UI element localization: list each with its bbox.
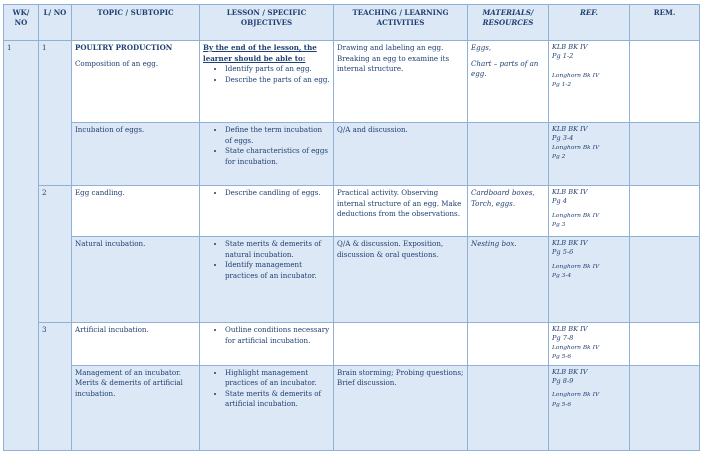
ref-main-page: Pg 1-2 [552,52,574,61]
ref-main-book: KLB BK IV [552,239,588,247]
header-row [4,5,700,41]
objectives-cell [200,186,334,237]
objectives-intro: By the end of the lesson, the learner should be able to: [203,43,317,63]
ref-cell [549,365,630,450]
ref-cell [549,41,630,123]
remarks-cell [630,365,700,450]
ref-main-book: KLB BK IV [552,43,588,51]
header-materials: MATERIALS/ RESOURCES [468,5,549,41]
material-item: Chart – parts of an egg. [471,58,539,79]
objective-item: • Define the term incubation of eggs. [225,125,330,146]
header-wk: WK/ NO [4,5,39,41]
topic-title: POULTRY PRODUCTION [75,43,173,52]
ref-cell [549,186,630,237]
materials-cell [468,123,549,186]
ref-alt-page: Pg 3 [552,222,566,229]
ref-alt-book: Longhorn Bk IV [552,392,600,399]
remarks-cell [630,323,700,366]
lesson-number: 2 [39,186,72,323]
objectives-cell [200,41,334,123]
ref-alt-book: Longhorn Bk IV [552,212,600,219]
ref-alt-book: Longhorn Bk IV [552,144,600,151]
activities-cell: Drawing and labeling an egg. Breaking an egg to examine its internal structure. [334,41,468,123]
header-topic: TOPIC / SUBTOPIC [72,5,200,41]
objective-item: • State merits & demerits of natural incubation. [225,239,330,260]
ref-main-page: Pg 5-6 [552,248,574,257]
ref-cell [549,123,630,186]
objectives-cell [200,323,334,366]
materials-cell [468,323,549,366]
objective-item: • Describe the parts of an egg. [225,75,330,86]
ref-alt-book: Longhorn Bk IV [552,72,600,79]
ref-alt-page: Pg 5-6 [552,401,572,408]
material-item: Eggs, [471,43,492,52]
ref-alt-page: Pg 1-2 [552,82,572,89]
table-row [4,365,700,450]
objectives-cell [200,123,334,186]
ref-alt-page: Pg 3-4 [552,273,572,280]
material-item: Nesting box. [471,239,517,248]
header-activities: TEACHING / LEARNING ACTIVITIES [334,5,468,41]
remarks-cell [630,237,700,323]
objective-item: • State merits & demerits of artificial incubation. [225,389,330,410]
objectives-cell [200,365,334,450]
activities-cell: Q/A and discussion. [334,123,468,186]
activities-cell [334,323,468,366]
ref-main-book: KLB BK IV [552,125,588,133]
activities-cell: Q/A & discussion. Exposition, discussion & oral questions. [334,237,468,323]
remarks-cell [630,186,700,237]
ref-main-page: Pg 7-8 [552,334,574,343]
ref-alt-page: Pg 2 [552,154,566,161]
ref-main-page: Pg 4 [552,197,567,206]
objective-item: • Identify parts of an egg. [225,64,330,75]
ref-main-book: KLB BK IV [552,188,588,196]
materials-cell [468,41,549,123]
table-row [4,186,700,237]
materials-cell [468,237,549,323]
table-row [4,41,700,123]
ref-main-book: KLB BK IV [552,367,588,376]
materials-cell [468,186,549,237]
remarks-cell [630,123,700,186]
subtopic: Composition of an egg. [75,58,159,68]
materials-cell [468,365,549,450]
remarks-cell [630,41,700,123]
material-item: Cardboard boxes, [471,188,535,197]
header-rem: REM. [630,5,700,41]
lesson-number: 1 [39,41,72,186]
topic-cell [72,41,200,123]
header-ref: REF. [549,5,630,41]
table-row [4,237,700,323]
material-item: Torch, eggs. [471,198,516,208]
subtopic: Management of an incubator. Merits & demerits of artificial incubation. [72,365,200,450]
activities-cell: Brain storming; Probing questions; Brief discussion. [334,365,468,450]
week-number: 1 [4,41,39,451]
ref-alt-book: Longhorn Bk IV [552,344,600,351]
ref-main-page: Pg 3-4 [552,134,574,143]
ref-alt-page: Pg 5-6 [552,354,572,361]
ref-cell [549,237,630,323]
scheme-of-work-table [3,4,700,451]
objective-item: • Describe candling of eggs. [225,188,330,199]
objective-item: • Identify management practices of an incubator. [225,260,330,281]
ref-main-book: KLB BK IV [552,325,588,333]
lesson-number: 3 [39,323,72,451]
ref-main-page: Pg 8-9 [552,377,574,386]
subtopic: Incubation of eggs. [72,123,200,186]
objectives-cell [200,237,334,323]
objective-item: • Outline conditions necessary for artificial incubation. [225,325,330,346]
header-lesson-no: L/ NO [39,5,72,41]
subtopic: Egg candling. [72,186,200,237]
header-objectives: LESSON / SPECIFIC OBJECTIVES [200,5,334,41]
table-row [4,123,700,186]
ref-cell [549,323,630,366]
subtopic: Artificial incubation. [72,323,200,366]
table-row [4,323,700,366]
objective-item: • Highlight management practices of an incubator. [225,368,330,389]
activities-cell: Practical activity. Observing internal structure of an egg. Make deductions from the observations. [334,186,468,237]
subtopic: Natural incubation. [72,237,200,323]
objective-item: • State characteristics of eggs for incubation. [225,146,330,167]
ref-alt-book: Longhorn Bk IV [552,263,600,270]
